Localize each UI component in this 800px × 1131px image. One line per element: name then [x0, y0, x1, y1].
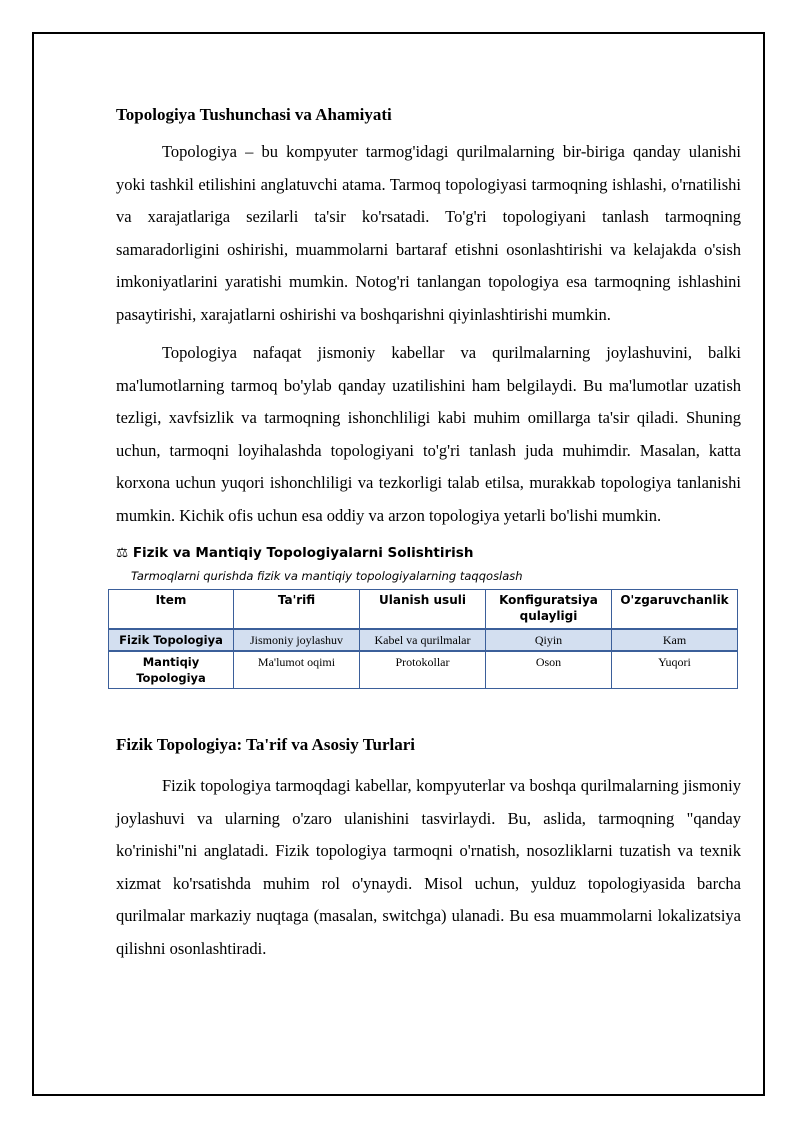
- table-heading: [116, 542, 741, 564]
- table-cell: Protokollar: [360, 651, 486, 689]
- header-cell: Item: [109, 590, 234, 630]
- table-cell: Qiyin: [486, 629, 612, 651]
- document-body: [116, 96, 741, 965]
- table-row: [109, 629, 738, 651]
- table-cell: Jismoniy joylashuv: [234, 629, 360, 651]
- body-paragraph: Topologiya – bu kompyuter tarmog'idagi qurilmalarning bir-biriga qanday ulanishi yoki tashkil etilishini anglatuvchi atama. Tarmoq topologiyasi tarmoqning ishlashi, o'rnatilishi va xarajatlariga sezilarli ta'sir ko'rsatadi. To'g'ri topologiyani tanlash tarmoqning samaradorligini oshirishi, muammolarni bartaraf etishni osonlashtirishi va kelajakda o'sish imkoniyatlarini yaratishi mumkin. Notog'ri tanlangan topologiya esa tarmoqning ishlashini pasaytirishi, xarajatlarni oshirishi va boshqarishni qiyinlashtirishi mumkin.: [116, 142, 741, 324]
- header-cell: Konfiguratsiya qulayligi: [486, 590, 612, 630]
- header-cell: Ulanish usuli: [360, 590, 486, 630]
- body-paragraph: Fizik topologiya tarmoqdagi kabellar, kompyuterlar va boshqa qurilmalarning jismoniy joylashuvi va ularning o'zaro ulanishini tasvirlaydi. Bu, aslida, tarmoqning "qanday ko'rinishi"ni anglatadi. Fizik topologiya tarmoqni o'rnatish, nosozliklarni tuzatish va texnik xizmat ko'rsatishda muhim rol o'ynaydi. Misol uchun, yulduz topologiyasida barcha qurilmalar markaziy nuqtaga (masalan, switchga) ulanadi. Bu esa muammolarni lokalizatsiya qilishni osonlashtiradi.: [116, 776, 741, 958]
- table-cell: Fizik Topologiya: [109, 629, 234, 651]
- header-cell: O'zgaruvchanlik: [612, 590, 738, 630]
- table-title: Fizik va Mantiqiy Topologiyalarni Solishtirish: [132, 545, 474, 561]
- table-cell: Ma'lumot oqimi: [234, 651, 360, 689]
- table-cell: Kam: [612, 629, 738, 651]
- table-cell: Mantiqiy Topologiya: [109, 651, 234, 689]
- table-cell: Yuqori: [612, 651, 738, 689]
- balance-scale-icon: ⚖: [116, 545, 129, 561]
- table-row: [109, 651, 738, 689]
- section-title: Fizik Topologiya: Ta'rif va Asosiy Turlari: [116, 735, 415, 754]
- section-title: Topologiya Tushunchasi va Ahamiyati: [116, 105, 392, 124]
- table-header-row: [109, 590, 738, 630]
- comparison-table: [108, 589, 738, 689]
- table-caption: Tarmoqlarni qurishda fizik va mantiqiy topologiyalarning taqqoslash: [131, 569, 523, 583]
- table-cell: Kabel va qurilmalar: [360, 629, 486, 651]
- header-cell: Ta'rifi: [234, 590, 360, 630]
- body-paragraph: Topologiya nafaqat jismoniy kabellar va qurilmalarning joylashuvini, balki ma'lumotlarning tarmoq bo'ylab qanday uzatilishini ham belgilaydi. Bu ma'lumotlar uzatish tezligi, xavfsizlik va tarmoqning ishonchliligi kabi muhim omillarga ta'sir qiladi. Shuning uchun, tarmoqni loyihalashda topologiyani to'g'ri tanlash juda muhimdir. Masalan, katta korxona uchun yuqori ishonchliligi va tezkorligi talab etilsa, murakkab topologiya tanlanishi mumkin. Kichik ofis uchun esa oddiy va arzon topologiya yetarli bo'lishi mumkin.: [116, 343, 741, 525]
- table-cell: Oson: [486, 651, 612, 689]
